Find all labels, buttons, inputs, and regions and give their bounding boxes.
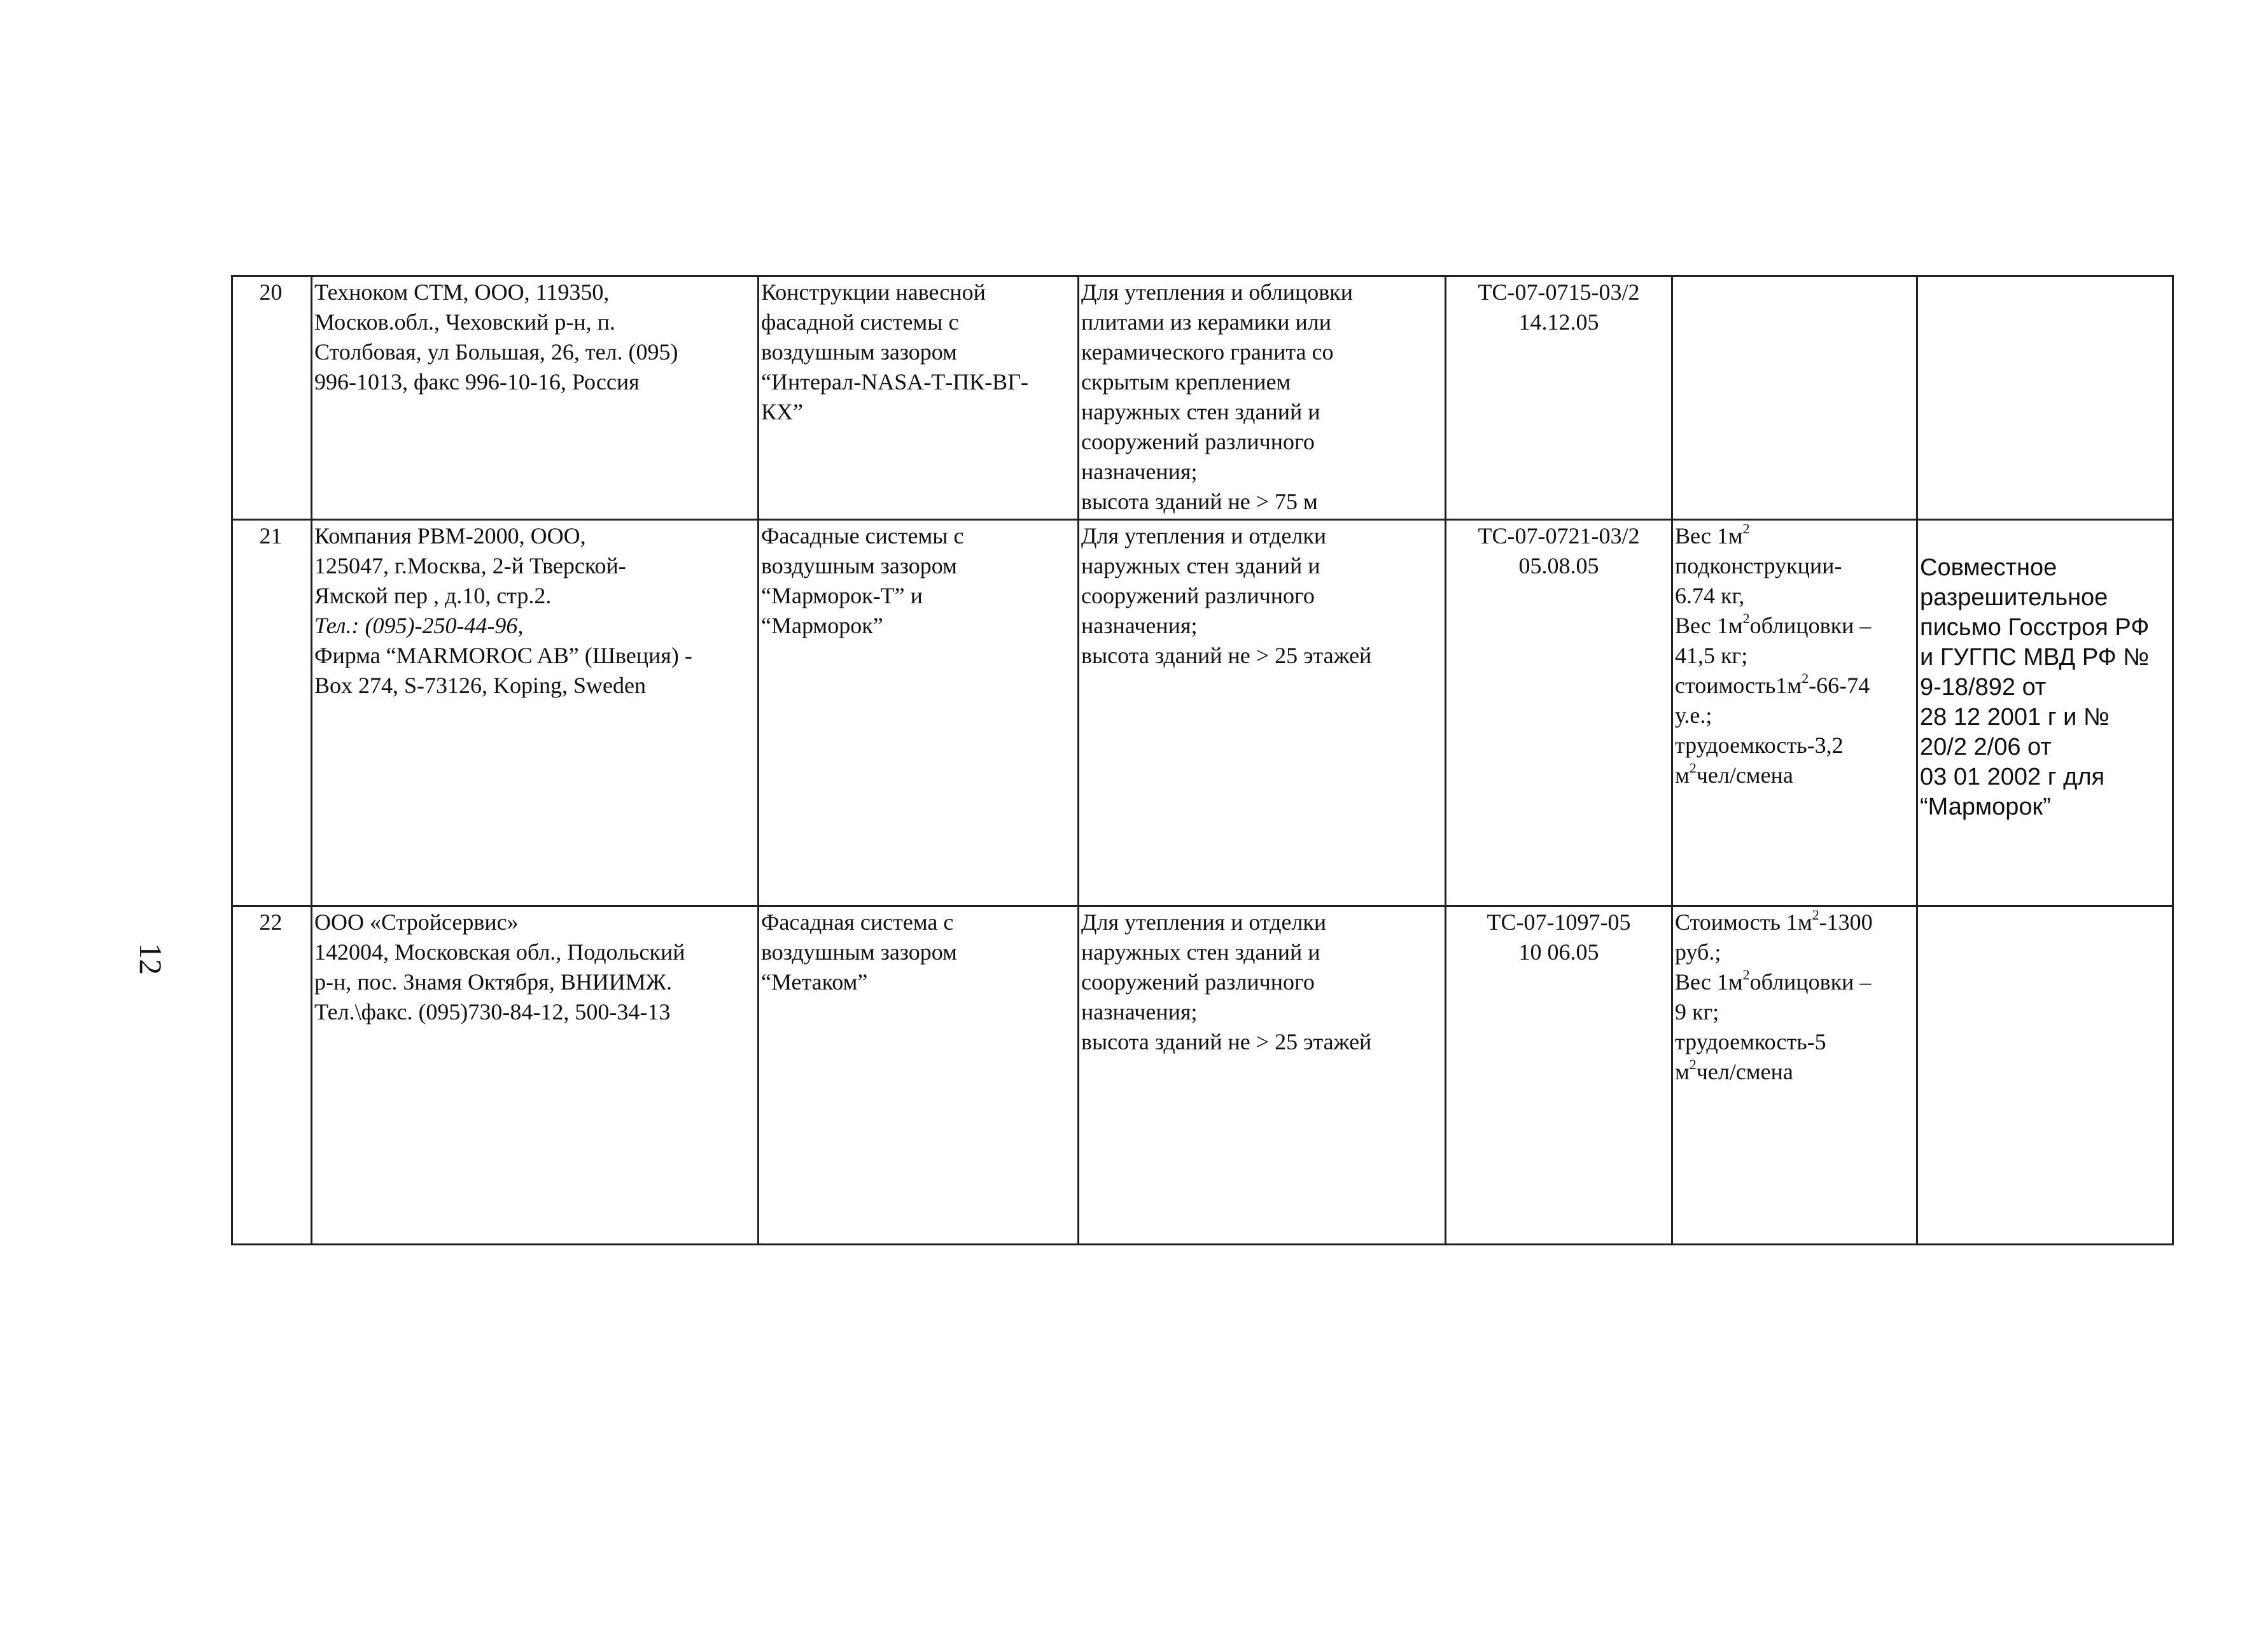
spec-text: м <box>1675 762 1690 788</box>
company-line: Столбовая, ул Большая, 26, тел. (095) <box>314 339 678 365</box>
table-line <box>231 275 2174 277</box>
purpose-line: сооружений различного <box>1081 583 1315 608</box>
company-cell <box>314 521 756 701</box>
permit-line: 9-18/892 от <box>1920 674 2047 701</box>
certificate-cell <box>1446 521 1671 581</box>
permit-cell <box>1920 553 2149 822</box>
company-line: Тел.\факс. (095)730-84-12, 500-34-13 <box>314 999 671 1025</box>
system-line: фасадной системы с <box>761 309 959 335</box>
purpose-line: Для утепления и облицовки <box>1081 279 1354 305</box>
spec-text: м <box>1675 1059 1690 1084</box>
purpose-line: сооружений различного <box>1081 969 1315 995</box>
purpose-line: высота зданий не > 75 м <box>1081 489 1318 514</box>
certificate-number: ТС-07-1097-05 <box>1487 909 1631 935</box>
certificate-number: ТС-07-0721-03/2 <box>1478 523 1640 549</box>
system-line: Фасадная система с <box>761 909 954 935</box>
table-line <box>231 1243 2174 1245</box>
certificate-cell <box>1446 277 1671 337</box>
company-line: 142004, Московская обл., Подольский <box>314 939 685 965</box>
system-line: воздушным зазором <box>761 553 957 578</box>
system-cell <box>761 521 963 641</box>
purpose-line: назначения; <box>1081 999 1198 1025</box>
spec-text: Вес 1м <box>1675 523 1743 549</box>
row-number: 22 <box>259 909 283 935</box>
purpose-cell <box>1081 907 1441 1057</box>
certificate-date: 05.08.05 <box>1518 553 1599 578</box>
spec-line: трудоемкость-5 <box>1675 1029 1826 1054</box>
table-line <box>1916 275 1918 1245</box>
spec-line <box>1675 967 1873 997</box>
system-cell <box>761 907 957 997</box>
table-line <box>1445 275 1446 1245</box>
spec-sup: 2 <box>1742 610 1750 626</box>
permit-line: 20/2 2/06 от <box>1920 734 2052 760</box>
specs-cell <box>1675 907 1873 1087</box>
permit-line: 28 12 2001 г и № <box>1920 704 2110 731</box>
spec-text: чел/смена <box>1696 1059 1793 1084</box>
system-line: воздушным зазором <box>761 339 957 365</box>
specs-cell <box>1675 521 1871 790</box>
system-line: Фасадные системы с <box>761 523 964 549</box>
company-line: Ямской пер , д.10, стр.2. <box>314 583 552 608</box>
purpose-cell <box>1081 277 1353 517</box>
spec-text: чел/смена <box>1696 762 1793 788</box>
spec-text: Вес 1м <box>1675 613 1743 638</box>
purpose-line: керамического гранита со <box>1081 339 1334 365</box>
spec-sup: 2 <box>1812 907 1819 923</box>
company-line: р-н, пос. Знамя Октября, ВНИИМЖ. <box>314 969 672 995</box>
spec-line: 9 кг; <box>1675 999 1719 1025</box>
table-line <box>231 275 233 1245</box>
system-line: “Интерал-NASA-Т-ПК-ВГ- <box>761 369 1028 395</box>
spec-line <box>1675 907 1873 937</box>
system-line: “Марморок-Т” и <box>761 583 923 608</box>
spec-line: руб.; <box>1675 939 1721 965</box>
purpose-cell <box>1081 521 1441 671</box>
spec-sup: 2 <box>1742 967 1750 983</box>
row-number: 21 <box>259 523 283 549</box>
spec-line <box>1675 760 1871 790</box>
purpose-line: наружных стен зданий и <box>1081 939 1320 965</box>
spec-text: -66-74 <box>1809 673 1870 698</box>
system-line: “Метаком” <box>761 969 868 995</box>
spec-text: облицовки – <box>1749 969 1872 995</box>
spec-line: 6.74 кг, <box>1675 583 1745 608</box>
table-line <box>2172 275 2174 1245</box>
table-line <box>311 275 312 1245</box>
table-line <box>231 519 2174 521</box>
spec-sup: 2 <box>1689 760 1697 776</box>
spec-sup: 2 <box>1742 521 1750 536</box>
table-line <box>231 905 2174 907</box>
height-value: 25 этажей <box>1275 643 1372 668</box>
system-line: воздушным зазором <box>761 939 957 965</box>
purpose-line: наружных стен зданий и <box>1081 399 1320 424</box>
permit-line: 03 01 2002 г для <box>1920 764 2105 790</box>
table-line <box>1671 275 1673 1245</box>
purpose-height-line <box>1081 1027 1441 1057</box>
spec-line: 41,5 кг; <box>1675 643 1748 668</box>
spec-line <box>1675 611 1871 641</box>
table-line <box>1077 275 1079 1245</box>
company-line: Тел.: (095)-250-44-96, <box>314 613 524 638</box>
purpose-line: скрытым креплением <box>1081 369 1291 395</box>
spec-text: Стоимость 1м <box>1675 909 1812 935</box>
spec-line <box>1675 1057 1873 1087</box>
company-line: 125047, г.Москва, 2-й Тверской- <box>314 553 626 578</box>
row-number: 20 <box>259 279 283 305</box>
purpose-line: Для утепления и отделки <box>1081 523 1327 549</box>
permit-line: разрешительное <box>1920 584 2108 611</box>
page-number: 12 <box>133 943 169 975</box>
spec-line: у.е.; <box>1675 703 1712 728</box>
company-cell <box>314 907 685 1027</box>
purpose-line: наружных стен зданий и <box>1081 553 1320 578</box>
spec-text: -1300 <box>1819 909 1873 935</box>
company-line: 996-1013, факс 996-10-16, Россия <box>314 369 640 395</box>
spec-text: стоимость1м <box>1675 673 1802 698</box>
height-value: 25 этажей <box>1275 1029 1372 1054</box>
table-line <box>757 275 759 1245</box>
purpose-height-line <box>1081 641 1441 671</box>
company-line: Компания РВМ-2000, ООО, <box>314 523 586 549</box>
system-line: КХ” <box>761 399 803 424</box>
company-line: Москов.обл., Чеховский р-н, п. <box>314 309 615 335</box>
certificate-date: 10 06.05 <box>1518 939 1599 965</box>
spec-sup: 2 <box>1689 1056 1697 1072</box>
purpose-line: назначения; <box>1081 613 1198 638</box>
spec-line <box>1675 671 1871 701</box>
certificate-date: 14.12.05 <box>1518 309 1599 335</box>
permit-line: и ГУГПС МВД РФ № <box>1920 644 2149 671</box>
system-cell <box>761 277 1028 427</box>
purpose-line: сооружений различного <box>1081 429 1315 454</box>
permit-line: Совместное <box>1920 554 2057 581</box>
company-line: ООО «Стройсервис» <box>314 909 519 935</box>
company-line: Фирма “MARMOROC AB” (Швеция) - <box>314 643 692 668</box>
spec-line <box>1675 521 1871 551</box>
purpose-line: Для утепления и отделки <box>1081 909 1327 935</box>
height-label: высота зданий не > <box>1081 643 1270 668</box>
spec-line: подконструкции- <box>1675 553 1842 578</box>
spec-text: облицовки – <box>1749 613 1872 638</box>
system-line: “Марморок” <box>761 613 883 638</box>
company-cell <box>314 277 678 397</box>
permit-line: письмо Госстроя РФ <box>1920 614 2150 641</box>
company-line: Техноком СТМ, ООО, 119350, <box>314 279 610 305</box>
spec-text: Вес 1м <box>1675 969 1743 995</box>
certificate-cell <box>1446 907 1671 967</box>
registry-table <box>231 275 2174 1245</box>
spec-line: трудоемкость-3,2 <box>1675 732 1844 758</box>
height-label: высота зданий не > <box>1081 1029 1270 1054</box>
purpose-line: плитами из керамики или <box>1081 309 1332 335</box>
system-line: Конструкции навесной <box>761 279 986 305</box>
permit-line: “Марморок” <box>1920 794 2051 820</box>
certificate-number: ТС-07-0715-03/2 <box>1478 279 1640 305</box>
purpose-line: назначения; <box>1081 459 1198 484</box>
company-line: Box 274, S-73126, Koping, Sweden <box>314 673 646 698</box>
spec-sup: 2 <box>1802 670 1809 686</box>
